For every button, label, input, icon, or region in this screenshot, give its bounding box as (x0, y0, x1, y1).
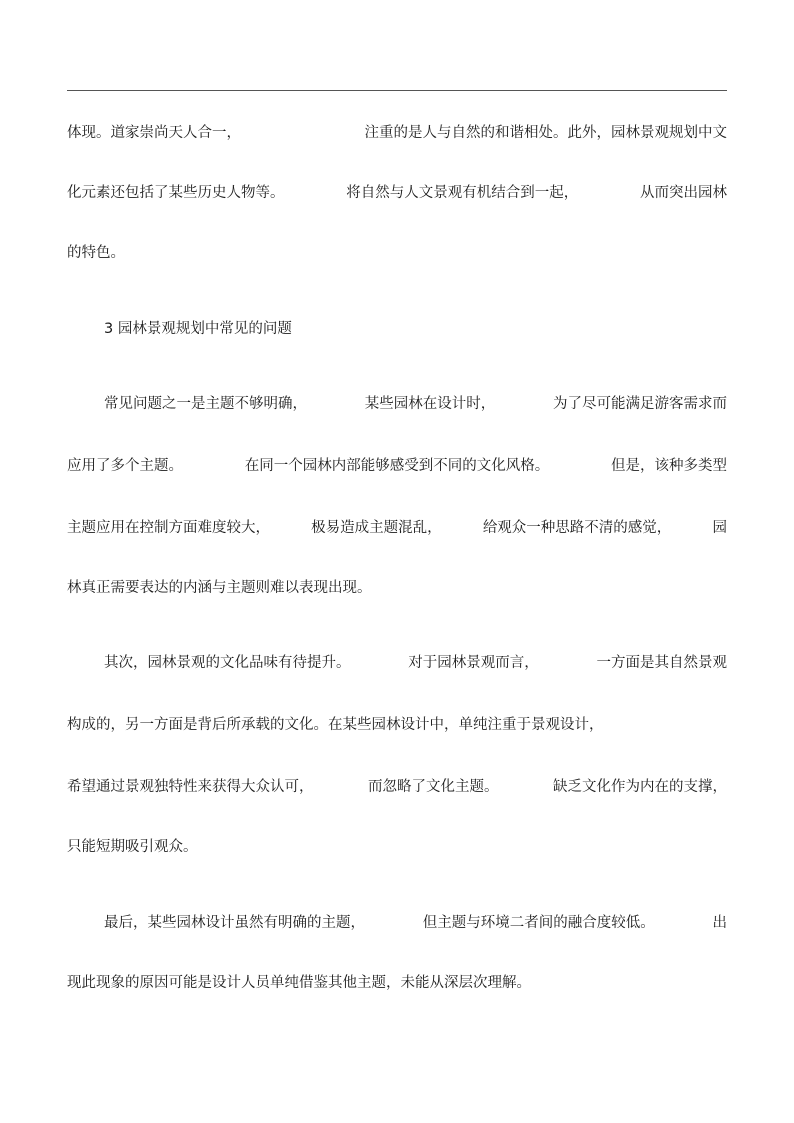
text-segment: 缺乏文化作为内在的支撑， (553, 779, 727, 795)
header-rule (67, 90, 727, 91)
paragraph-1-line-2 (67, 183, 727, 203)
text-segment: 为了尽可能满足游客需求而 (553, 396, 727, 412)
text-segment: 某些园林在设计时， (364, 396, 496, 412)
text-segment: 在同一个园林内部能够感受到不同的文化风格。 (244, 458, 550, 474)
paragraph-2-line-3 (67, 518, 727, 538)
paragraph-1-line-3 (67, 243, 727, 263)
text-segment: 出 (712, 915, 727, 931)
text-segment: 其次，园林景观的文化品味有待提升。 (104, 655, 351, 671)
paragraph-2-line-1 (67, 394, 727, 414)
text-segment: 给观众一种思路不清的感觉， (482, 520, 672, 536)
text-segment: 林真正需要表达的内涵与主题则难以表现出现。 (67, 580, 372, 596)
paragraph-4-line-1 (67, 913, 727, 933)
text-segment: 对于园林景观而言， (408, 655, 539, 671)
text-segment: 的特色。 (67, 245, 125, 261)
text-segment: 园 (712, 520, 727, 536)
paragraph-2-line-2 (67, 456, 727, 476)
text-segment: 只能短期吸引观众。 (67, 839, 198, 855)
paragraph-3-line-1 (67, 653, 727, 673)
paragraph-3-line-3 (67, 777, 727, 797)
paragraph-3-line-4 (67, 837, 727, 857)
text-segment: 常见问题之一是主题不够明确， (104, 396, 307, 412)
section-heading: 3 园林景观规划中常见的问题 (104, 321, 292, 337)
text-segment: 最后，某些园林设计虽然有明确的主题， (104, 915, 365, 931)
text-segment: 构成的，另一方面是背后所承载的文化。在某些园林设计中，单纯注重于景观设计， (67, 717, 604, 733)
paragraph-1-line-1 (67, 123, 727, 143)
text-segment: 注重的是人与自然的和谐相处。此外，园林景观规划中文 (364, 125, 727, 141)
text-segment: 体现。道家崇尚天人合一， (67, 125, 241, 141)
text-segment: 极易造成主题混乱， (311, 520, 442, 536)
paragraph-3-line-2 (67, 715, 727, 735)
paragraph-4-line-2 (67, 973, 727, 993)
text-segment: 主题应用在控制方面难度较大， (67, 520, 270, 536)
text-segment: 应用了多个主题。 (67, 458, 183, 474)
text-segment: 化元素还包括了某些历史人物等。 (67, 185, 285, 201)
text-segment: 现此现象的原因可能是设计人员单纯借鉴其他主题，未能从深层次理解。 (67, 975, 531, 991)
text-segment: 但是，该种多类型 (611, 458, 727, 474)
text-segment: 希望通过景观独特性来获得大众认可， (67, 779, 314, 795)
text-segment: 一方面是其自然景观 (596, 655, 727, 671)
text-segment: 但主题与环境二者间的融合度较低。 (422, 915, 655, 931)
text-segment: 而忽略了文化主题。 (368, 779, 499, 795)
text-segment: 将自然与人文景观有机结合到一起， (346, 185, 579, 201)
paragraph-2-line-4 (67, 578, 727, 598)
text-segment: 从而突出园林 (640, 185, 727, 201)
